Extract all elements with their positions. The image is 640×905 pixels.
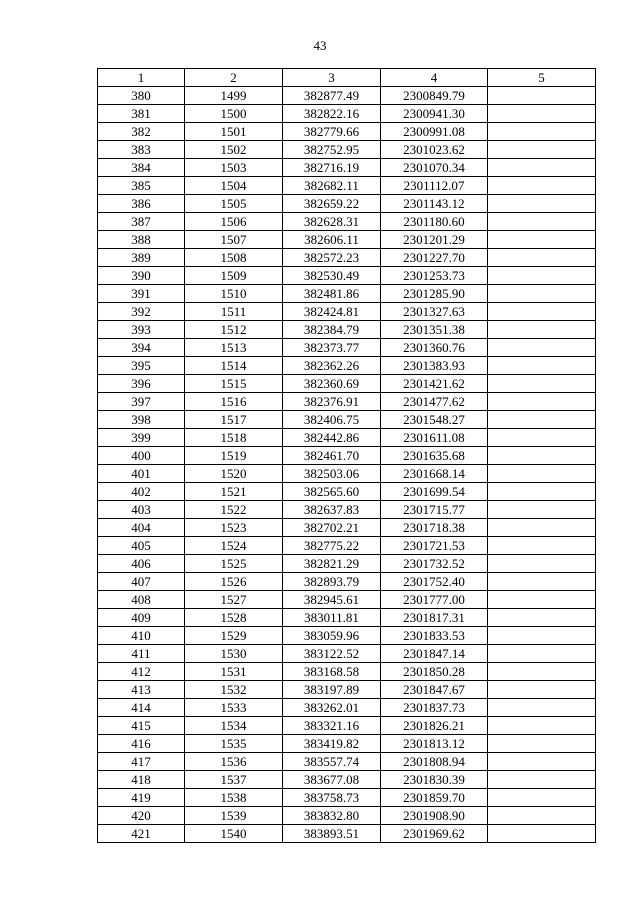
table-cell-col-3: 382893.79 <box>283 573 381 591</box>
table-row <box>98 195 596 213</box>
table-cell-col-4: 2301253.73 <box>381 267 488 285</box>
table-row <box>98 303 596 321</box>
table-row <box>98 825 596 843</box>
table-cell-col-3: 383168.58 <box>283 663 381 681</box>
table-row <box>98 339 596 357</box>
table-cell-col-2: 1525 <box>185 555 283 573</box>
table-cell-col-5 <box>488 519 596 537</box>
table-row <box>98 285 596 303</box>
table-cell-col-5 <box>488 159 596 177</box>
table-cell-col-5 <box>488 591 596 609</box>
table-cell-col-4: 2301023.62 <box>381 141 488 159</box>
table-cell-col-5 <box>488 249 596 267</box>
table-cell-col-3: 383262.01 <box>283 699 381 717</box>
table-cell-col-4: 2301969.62 <box>381 825 488 843</box>
table-row <box>98 357 596 375</box>
table-cell-col-1: 381 <box>98 105 185 123</box>
table-cell-col-1: 387 <box>98 213 185 231</box>
table-cell-col-2: 1516 <box>185 393 283 411</box>
table-cell-col-1: 405 <box>98 537 185 555</box>
table-cell-col-1: 391 <box>98 285 185 303</box>
table-cell-col-5 <box>488 429 596 447</box>
table-cell-col-3: 383557.74 <box>283 753 381 771</box>
table-cell-col-4: 2301285.90 <box>381 285 488 303</box>
table-cell-col-1: 382 <box>98 123 185 141</box>
table-cell-col-1: 412 <box>98 663 185 681</box>
table-row <box>98 411 596 429</box>
table-cell-col-5 <box>488 303 596 321</box>
table-cell-col-3: 382406.75 <box>283 411 381 429</box>
table-row <box>98 249 596 267</box>
table-cell-col-5 <box>488 735 596 753</box>
table-cell-col-1: 401 <box>98 465 185 483</box>
table-cell-col-2: 1521 <box>185 483 283 501</box>
table-cell-col-3: 382702.21 <box>283 519 381 537</box>
table-row <box>98 591 596 609</box>
table-cell-col-1: 384 <box>98 159 185 177</box>
table-cell-col-4: 2301721.53 <box>381 537 488 555</box>
table-cell-col-4: 2301732.52 <box>381 555 488 573</box>
table-cell-col-5 <box>488 537 596 555</box>
table-cell-col-1: 417 <box>98 753 185 771</box>
table-cell-col-4: 2301830.39 <box>381 771 488 789</box>
table-cell-col-4: 2301699.54 <box>381 483 488 501</box>
table-cell-col-5 <box>488 771 596 789</box>
table-row <box>98 123 596 141</box>
table-cell-col-3: 383197.89 <box>283 681 381 699</box>
table-cell-col-2: 1520 <box>185 465 283 483</box>
table-cell-col-2: 1517 <box>185 411 283 429</box>
table-cell-col-1: 421 <box>98 825 185 843</box>
table-cell-col-3: 383011.81 <box>283 609 381 627</box>
table-cell-col-2: 1510 <box>185 285 283 303</box>
table-row <box>98 141 596 159</box>
table-cell-col-3: 383321.16 <box>283 717 381 735</box>
table-cell-col-2: 1502 <box>185 141 283 159</box>
table-row <box>98 627 596 645</box>
table-cell-col-2: 1531 <box>185 663 283 681</box>
table-cell-col-4: 2301833.53 <box>381 627 488 645</box>
table-cell-col-2: 1515 <box>185 375 283 393</box>
table-cell-col-3: 382659.22 <box>283 195 381 213</box>
table-row <box>98 609 596 627</box>
table-cell-col-2: 1526 <box>185 573 283 591</box>
table-cell-col-4: 2301477.62 <box>381 393 488 411</box>
table-cell-col-3: 382945.61 <box>283 591 381 609</box>
table-row <box>98 663 596 681</box>
table-row <box>98 537 596 555</box>
table-row <box>98 159 596 177</box>
table-row <box>98 321 596 339</box>
table-cell-col-2: 1513 <box>185 339 283 357</box>
table-row <box>98 501 596 519</box>
table-cell-col-4: 2300941.30 <box>381 105 488 123</box>
table-cell-col-4: 2301143.12 <box>381 195 488 213</box>
table-cell-col-5 <box>488 681 596 699</box>
table-row <box>98 735 596 753</box>
table-cell-col-4: 2301817.31 <box>381 609 488 627</box>
table-cell-col-5 <box>488 807 596 825</box>
table-cell-col-3: 382530.49 <box>283 267 381 285</box>
table-row <box>98 789 596 807</box>
table-cell-col-4: 2301837.73 <box>381 699 488 717</box>
table-cell-col-4: 2301421.62 <box>381 375 488 393</box>
table-cell-col-1: 416 <box>98 735 185 753</box>
table-cell-col-5 <box>488 339 596 357</box>
table-row <box>98 447 596 465</box>
table-cell-col-5 <box>488 357 596 375</box>
table-cell-col-2: 1529 <box>185 627 283 645</box>
table-row <box>98 87 596 105</box>
table-cell-col-3: 382682.11 <box>283 177 381 195</box>
table-cell-col-2: 1534 <box>185 717 283 735</box>
table-cell-col-2: 1519 <box>185 447 283 465</box>
table-row <box>98 573 596 591</box>
table-cell-col-3: 382461.70 <box>283 447 381 465</box>
table-cell-col-3: 382877.49 <box>283 87 381 105</box>
table-cell-col-4: 2301180.60 <box>381 213 488 231</box>
table-cell-col-3: 382373.77 <box>283 339 381 357</box>
table-cell-col-2: 1512 <box>185 321 283 339</box>
table-cell-col-1: 415 <box>98 717 185 735</box>
table-cell-col-1: 418 <box>98 771 185 789</box>
table-cell-col-4: 2301847.67 <box>381 681 488 699</box>
table-row <box>98 807 596 825</box>
table-cell-col-3: 382821.29 <box>283 555 381 573</box>
table-row <box>98 267 596 285</box>
table-cell-col-3: 382572.23 <box>283 249 381 267</box>
table-cell-col-4: 2301859.70 <box>381 789 488 807</box>
table-cell-col-5 <box>488 699 596 717</box>
table-cell-col-1: 419 <box>98 789 185 807</box>
table-cell-col-5 <box>488 231 596 249</box>
table-cell-col-2: 1509 <box>185 267 283 285</box>
table-row <box>98 753 596 771</box>
table-cell-col-1: 390 <box>98 267 185 285</box>
table-cell-col-3: 382442.86 <box>283 429 381 447</box>
table-cell-col-4: 2301611.08 <box>381 429 488 447</box>
table-cell-col-3: 382503.06 <box>283 465 381 483</box>
table-cell-col-1: 389 <box>98 249 185 267</box>
table-cell-col-3: 382384.79 <box>283 321 381 339</box>
table-cell-col-1: 399 <box>98 429 185 447</box>
table-cell-col-2: 1530 <box>185 645 283 663</box>
table-cell-col-5 <box>488 717 596 735</box>
table-cell-col-1: 411 <box>98 645 185 663</box>
table-cell-col-2: 1514 <box>185 357 283 375</box>
table-cell-col-5 <box>488 213 596 231</box>
table-cell-col-5 <box>488 87 596 105</box>
table-cell-col-5 <box>488 141 596 159</box>
table-cell-col-5 <box>488 177 596 195</box>
table-cell-col-5 <box>488 483 596 501</box>
table-row <box>98 213 596 231</box>
table-cell-col-4: 2301908.90 <box>381 807 488 825</box>
table-cell-col-5 <box>488 627 596 645</box>
table-cell-col-2: 1500 <box>185 105 283 123</box>
table-cell-col-1: 392 <box>98 303 185 321</box>
table-cell-col-2: 1536 <box>185 753 283 771</box>
table-row <box>98 177 596 195</box>
table-cell-col-3: 383832.80 <box>283 807 381 825</box>
table-cell-col-3: 382637.83 <box>283 501 381 519</box>
table-cell-col-5 <box>488 105 596 123</box>
table-cell-col-2: 1504 <box>185 177 283 195</box>
table-cell-col-2: 1501 <box>185 123 283 141</box>
table-cell-col-2: 1507 <box>185 231 283 249</box>
table-cell-col-3: 382481.86 <box>283 285 381 303</box>
table-cell-col-3: 382360.69 <box>283 375 381 393</box>
table-header-row <box>98 69 596 87</box>
table-cell-col-4: 2301668.14 <box>381 465 488 483</box>
table-row <box>98 483 596 501</box>
table-cell-col-1: 409 <box>98 609 185 627</box>
table-cell-col-5 <box>488 393 596 411</box>
table-cell-col-3: 383419.82 <box>283 735 381 753</box>
table-cell-col-1: 407 <box>98 573 185 591</box>
table-cell-col-3: 382606.11 <box>283 231 381 249</box>
column-header-1: 1 <box>98 69 185 87</box>
table-row <box>98 519 596 537</box>
table-cell-col-3: 382362.26 <box>283 357 381 375</box>
table-cell-col-4: 2301070.34 <box>381 159 488 177</box>
table-cell-col-5 <box>488 375 596 393</box>
table-cell-col-1: 383 <box>98 141 185 159</box>
table-cell-col-2: 1535 <box>185 735 283 753</box>
table-cell-col-4: 2301752.40 <box>381 573 488 591</box>
table-cell-col-1: 413 <box>98 681 185 699</box>
table-cell-col-2: 1528 <box>185 609 283 627</box>
table-cell-col-4: 2301715.77 <box>381 501 488 519</box>
table-cell-col-4: 2301383.93 <box>381 357 488 375</box>
table-cell-col-2: 1506 <box>185 213 283 231</box>
table-cell-col-3: 382775.22 <box>283 537 381 555</box>
table-cell-col-4: 2301201.29 <box>381 231 488 249</box>
table-cell-col-2: 1532 <box>185 681 283 699</box>
table-cell-col-2: 1505 <box>185 195 283 213</box>
table-cell-col-2: 1522 <box>185 501 283 519</box>
table-cell-col-4: 2301826.21 <box>381 717 488 735</box>
table-cell-col-3: 382565.60 <box>283 483 381 501</box>
table-cell-col-1: 385 <box>98 177 185 195</box>
table-cell-col-3: 382822.16 <box>283 105 381 123</box>
table-cell-col-4: 2301813.12 <box>381 735 488 753</box>
coordinates-table <box>97 68 596 843</box>
table-cell-col-2: 1540 <box>185 825 283 843</box>
table-cell-col-4: 2301850.28 <box>381 663 488 681</box>
table-cell-col-3: 382424.81 <box>283 303 381 321</box>
table-cell-col-2: 1533 <box>185 699 283 717</box>
table-cell-col-5 <box>488 825 596 843</box>
table-cell-col-1: 398 <box>98 411 185 429</box>
table-cell-col-1: 410 <box>98 627 185 645</box>
table-cell-col-1: 408 <box>98 591 185 609</box>
table-row <box>98 429 596 447</box>
table-cell-col-1: 394 <box>98 339 185 357</box>
table-cell-col-4: 2301227.70 <box>381 249 488 267</box>
table-cell-col-4: 2301718.38 <box>381 519 488 537</box>
table-cell-col-1: 406 <box>98 555 185 573</box>
table-cell-col-5 <box>488 789 596 807</box>
table-cell-col-4: 2301808.94 <box>381 753 488 771</box>
table-cell-col-4: 2301548.27 <box>381 411 488 429</box>
table-row <box>98 393 596 411</box>
table-cell-col-5 <box>488 645 596 663</box>
table-cell-col-5 <box>488 447 596 465</box>
table-cell-col-2: 1527 <box>185 591 283 609</box>
table-cell-col-1: 400 <box>98 447 185 465</box>
table-cell-col-1: 403 <box>98 501 185 519</box>
table-cell-col-5 <box>488 465 596 483</box>
table-cell-col-1: 393 <box>98 321 185 339</box>
table-cell-col-5 <box>488 321 596 339</box>
table-cell-col-3: 382628.31 <box>283 213 381 231</box>
table-cell-col-2: 1524 <box>185 537 283 555</box>
table-cell-col-3: 382779.66 <box>283 123 381 141</box>
table-row <box>98 465 596 483</box>
table-row <box>98 681 596 699</box>
table-cell-col-5 <box>488 411 596 429</box>
table-cell-col-3: 383059.96 <box>283 627 381 645</box>
table-cell-col-3: 383122.52 <box>283 645 381 663</box>
table-cell-col-1: 397 <box>98 393 185 411</box>
table-cell-col-2: 1503 <box>185 159 283 177</box>
table-row <box>98 555 596 573</box>
table-cell-col-4: 2300849.79 <box>381 87 488 105</box>
table-cell-col-3: 383758.73 <box>283 789 381 807</box>
table-cell-col-4: 2301777.00 <box>381 591 488 609</box>
table-cell-col-3: 382752.95 <box>283 141 381 159</box>
table-cell-col-5 <box>488 267 596 285</box>
table-cell-col-5 <box>488 753 596 771</box>
table-cell-col-4: 2301327.63 <box>381 303 488 321</box>
table-cell-col-1: 380 <box>98 87 185 105</box>
table-cell-col-1: 414 <box>98 699 185 717</box>
column-header-3: 3 <box>283 69 381 87</box>
page-number: 43 <box>313 38 327 53</box>
table-cell-col-3: 382376.91 <box>283 393 381 411</box>
column-header-5: 5 <box>488 69 596 87</box>
table-cell-col-2: 1518 <box>185 429 283 447</box>
table-row <box>98 231 596 249</box>
table-cell-col-4: 2301635.68 <box>381 447 488 465</box>
table-cell-col-5 <box>488 555 596 573</box>
table-cell-col-5 <box>488 573 596 591</box>
table-cell-col-5 <box>488 609 596 627</box>
table-body <box>98 87 596 843</box>
table-cell-col-2: 1523 <box>185 519 283 537</box>
table-cell-col-1: 388 <box>98 231 185 249</box>
table-row <box>98 717 596 735</box>
table-cell-col-5 <box>488 663 596 681</box>
table-row <box>98 699 596 717</box>
table-cell-col-1: 420 <box>98 807 185 825</box>
table-cell-col-2: 1537 <box>185 771 283 789</box>
table-cell-col-5 <box>488 195 596 213</box>
table-cell-col-5 <box>488 123 596 141</box>
table-row <box>98 645 596 663</box>
table-cell-col-2: 1508 <box>185 249 283 267</box>
table-row <box>98 105 596 123</box>
table-cell-col-2: 1539 <box>185 807 283 825</box>
table-cell-col-4: 2300991.08 <box>381 123 488 141</box>
table-cell-col-2: 1538 <box>185 789 283 807</box>
table-row <box>98 375 596 393</box>
table-cell-col-4: 2301847.14 <box>381 645 488 663</box>
column-header-4: 4 <box>381 69 488 87</box>
table-cell-col-1: 396 <box>98 375 185 393</box>
table-cell-col-3: 382716.19 <box>283 159 381 177</box>
column-header-2: 2 <box>185 69 283 87</box>
table-cell-col-1: 386 <box>98 195 185 213</box>
table-cell-col-3: 383893.51 <box>283 825 381 843</box>
table-cell-col-1: 402 <box>98 483 185 501</box>
table-cell-col-4: 2301112.07 <box>381 177 488 195</box>
table-cell-col-2: 1511 <box>185 303 283 321</box>
table-cell-col-5 <box>488 501 596 519</box>
table-cell-col-1: 404 <box>98 519 185 537</box>
table-cell-col-1: 395 <box>98 357 185 375</box>
table-cell-col-4: 2301351.38 <box>381 321 488 339</box>
table-cell-col-4: 2301360.76 <box>381 339 488 357</box>
table-cell-col-5 <box>488 285 596 303</box>
table-cell-col-3: 383677.08 <box>283 771 381 789</box>
table-cell-col-2: 1499 <box>185 87 283 105</box>
table-row <box>98 771 596 789</box>
